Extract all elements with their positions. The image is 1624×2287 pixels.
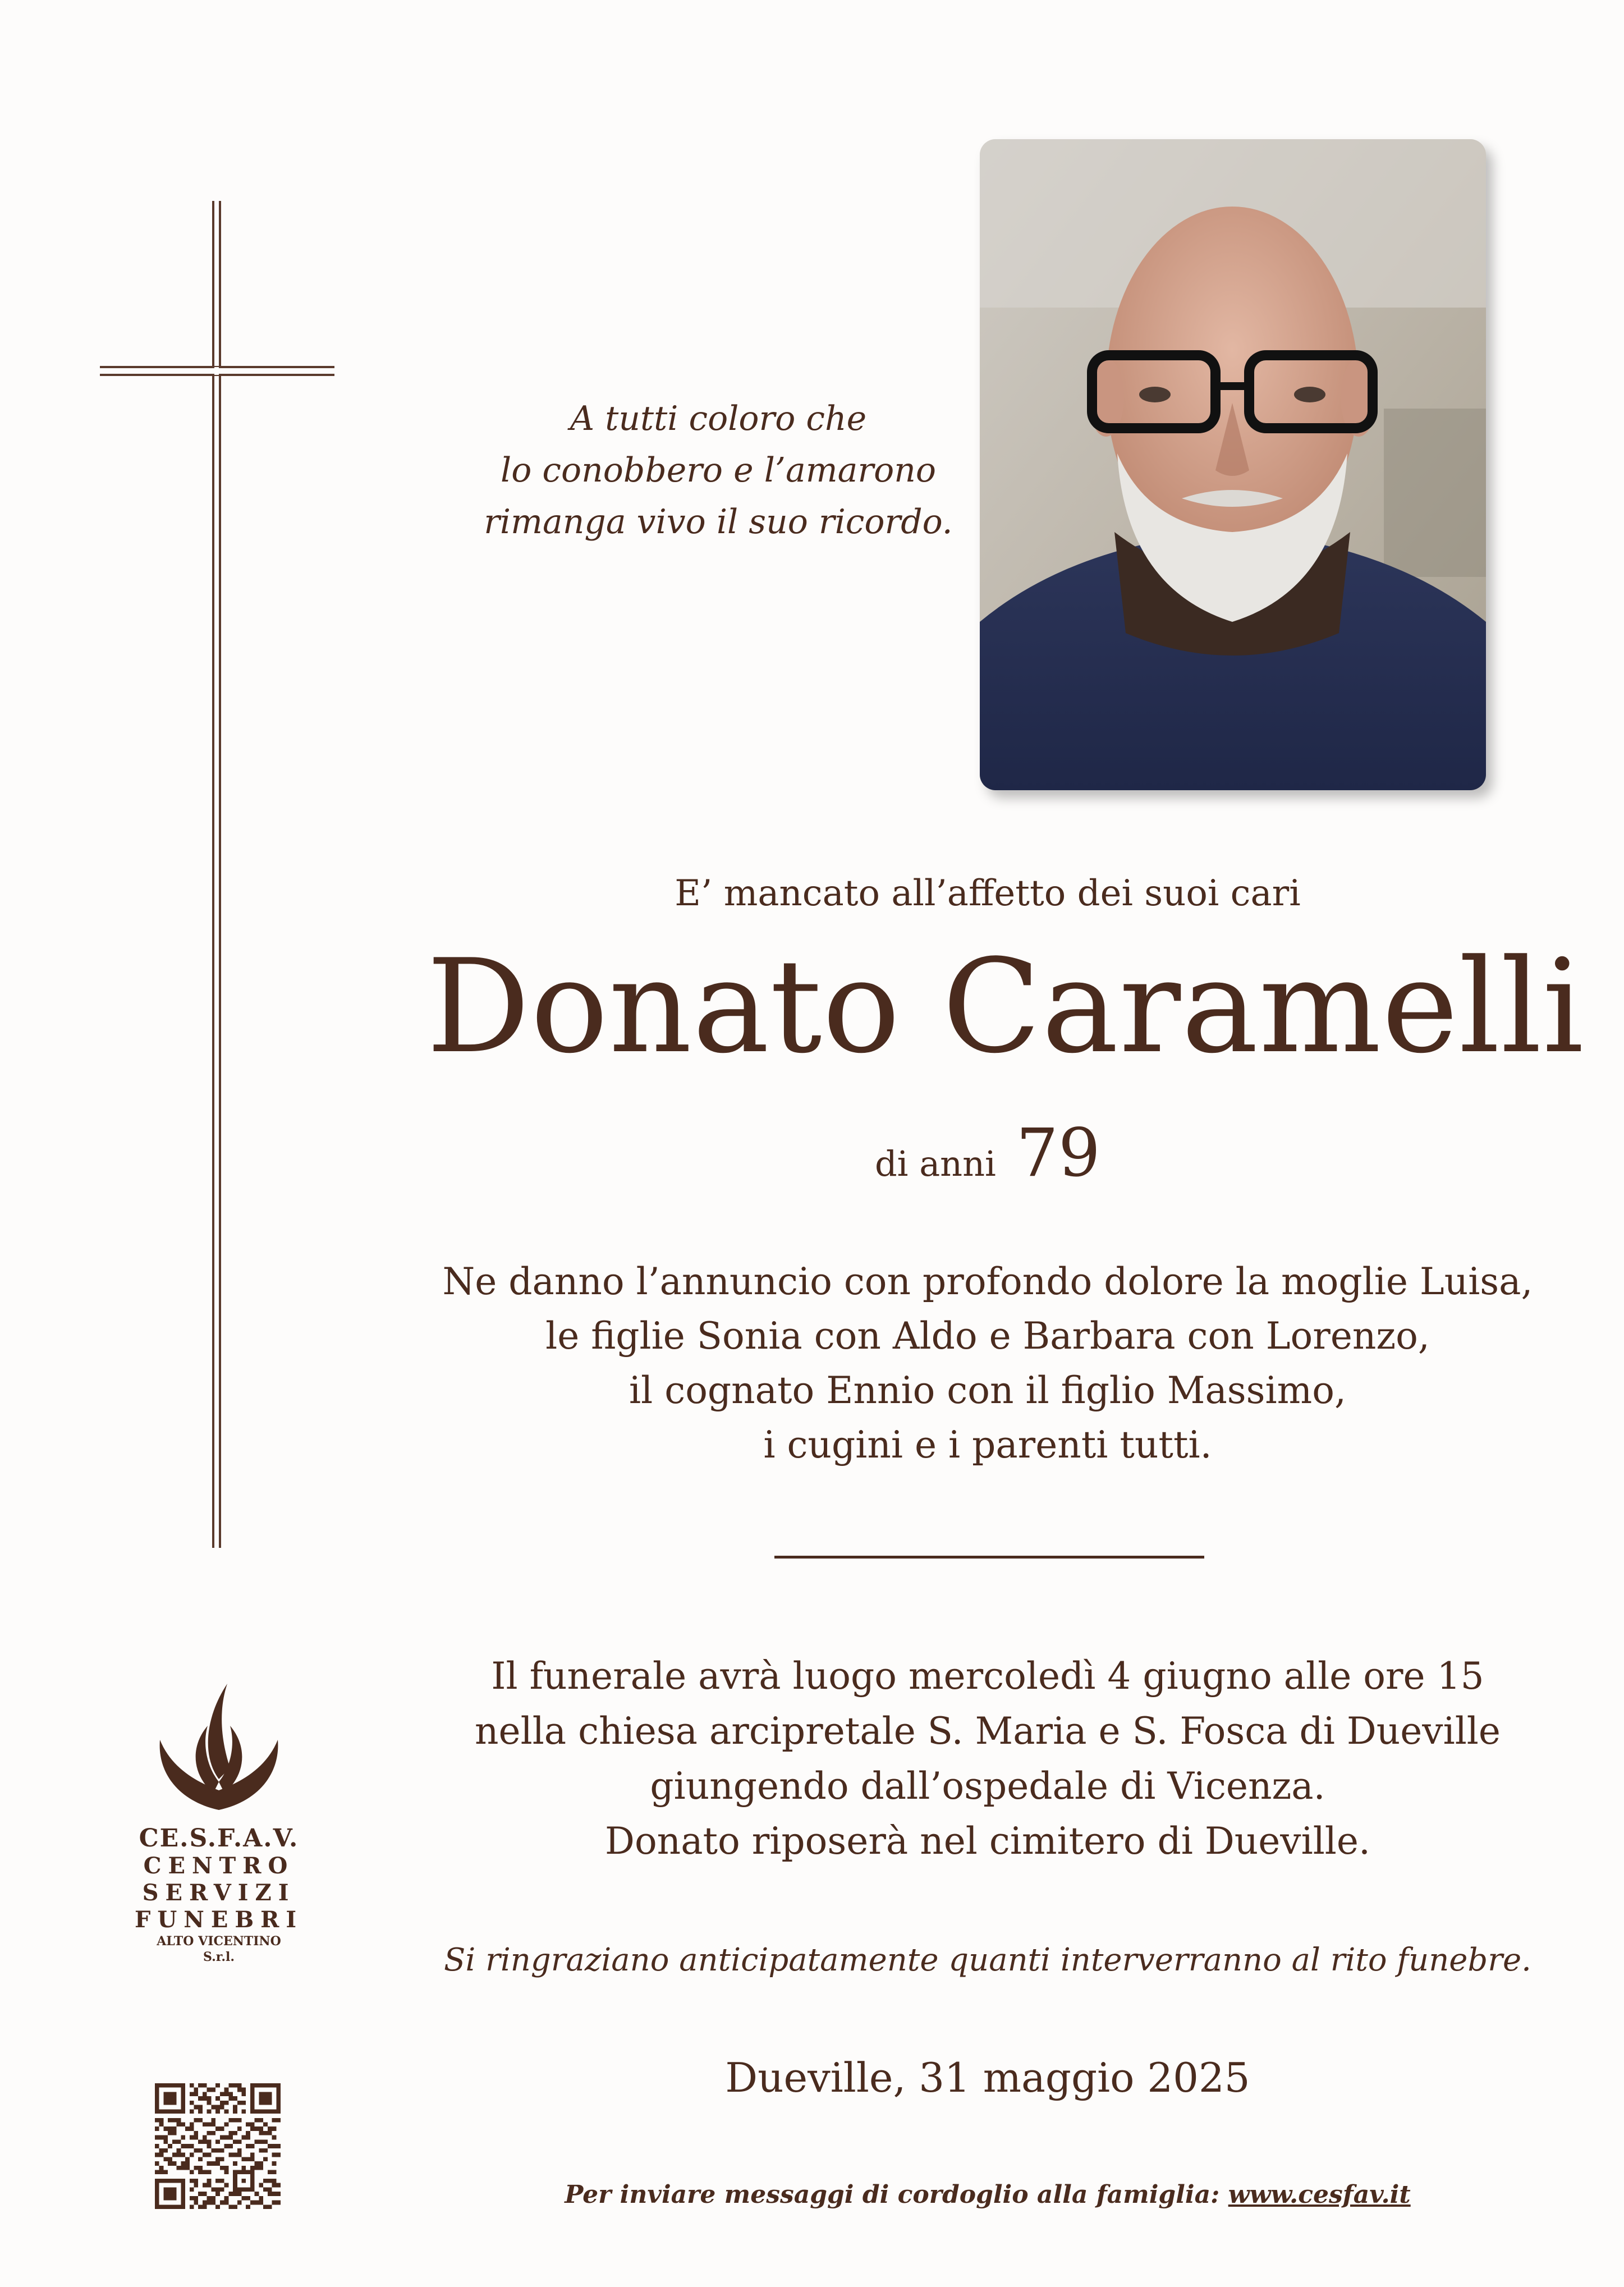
logo-line: FUNEBRI: [135, 1906, 304, 1933]
funeral-line: Il funerale avrà luogo mercoledì 4 giugno alle ore 15: [491, 1654, 1484, 1698]
deceased-name: Donato Caramelli: [426, 932, 1585, 1082]
logo-line: ALTO VICENTINO: [157, 1934, 281, 1949]
funeral-details: [426, 1649, 1549, 1869]
announcement-line: il cognato Ennio con il figlio Massimo,: [629, 1369, 1346, 1412]
portrait-image: [980, 139, 1486, 790]
age-row: [673, 1114, 1302, 1191]
announcement-line: le figlie Sonia con Aldo e Barbara con Lorenzo,: [545, 1314, 1430, 1358]
dedication-line: A tutti coloro che: [570, 399, 867, 438]
dedication-line: lo conobbero e l’amarono: [501, 451, 936, 490]
flame-leaf-logo-icon: [146, 1672, 292, 1818]
funeral-home-logo: [135, 1672, 303, 1965]
qr-code-graphic: [155, 2083, 281, 2209]
intro-text: E’ mancato all’affetto dei suoi cari: [675, 873, 1301, 914]
qr-code-icon[interactable]: [155, 2083, 281, 2209]
dedication: [438, 393, 999, 548]
thanks-text: Si ringraziano anticipatamente quanti interverranno al rito funebre.: [444, 1942, 1531, 1978]
announcement-line: i cugini e i parenti tutti.: [763, 1423, 1212, 1466]
age-value: 79: [1016, 1114, 1101, 1191]
cross-joint: [214, 367, 219, 375]
logo-abbreviation: CE.S.F.A.V.: [139, 1824, 299, 1853]
divider: [774, 1556, 1204, 1559]
logo-line: S.r.l.: [203, 1950, 235, 1964]
announcement-line: Ne danno l’annuncio con profondo dolore la moglie Luisa,: [442, 1260, 1533, 1303]
condolence-text: Per inviare messaggi di cordoglio alla famiglia:: [565, 2180, 1220, 2209]
funeral-line: nella chiesa arcipretale S. Maria e S. Fosca di Dueville: [475, 1709, 1501, 1753]
logo-line: SERVIZI: [142, 1880, 296, 1906]
logo-line: CENTRO: [143, 1853, 295, 1879]
dateline: Dueville, 31 maggio 2025: [725, 2054, 1250, 2101]
portrait-photo: [980, 139, 1486, 790]
announcement: [426, 1254, 1549, 1472]
condolence-note: [426, 2180, 1549, 2209]
funeral-line: Donato riposerà nel cimitero di Dueville.: [605, 1819, 1370, 1863]
age-label: di anni: [874, 1143, 996, 1184]
dedication-line: rimanga vivo il suo ricordo.: [484, 502, 953, 542]
funeral-line: giungendo dall’ospedale di Vicenza.: [650, 1764, 1325, 1808]
condolence-link[interactable]: www.cesfav.it: [1228, 2180, 1411, 2209]
cross-icon: [212, 201, 221, 1548]
